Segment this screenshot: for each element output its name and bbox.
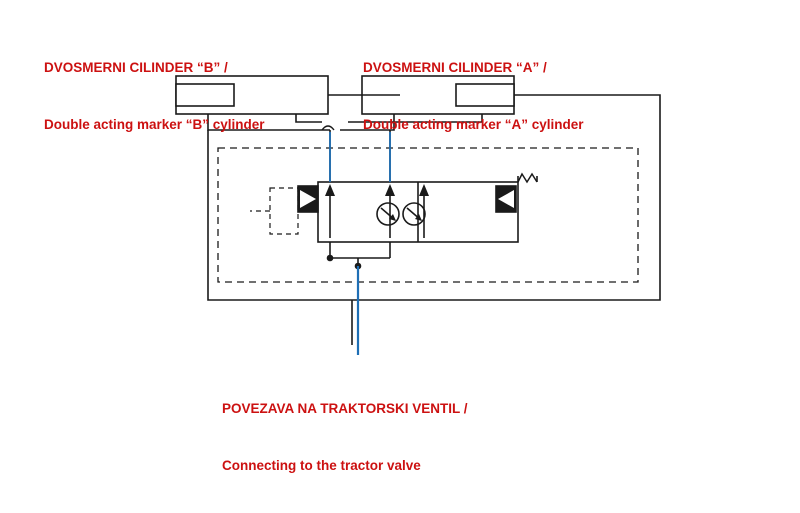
cylinder-b-label-line1: DVOSMERNI CILINDER “B” /	[44, 60, 228, 75]
valve-position-right	[377, 184, 429, 238]
left-actuator	[250, 186, 318, 234]
directional-valve-body	[318, 182, 518, 242]
tractor-valve-label-line2: Connecting to the tractor valve	[222, 458, 421, 473]
cylinder-b-label-line2: Double acting marker “B” cylinder	[44, 117, 265, 132]
cylinder-b-label	[44, 20, 265, 172]
tractor-valve-label-line1: POVEZAVA NA TRAKTORSKI VENTIL /	[222, 401, 468, 416]
right-actuator	[496, 174, 537, 212]
cylinder-a-label-line2: Double acting marker “A” cylinder	[363, 117, 584, 132]
valve-position-left	[325, 184, 395, 345]
cylinder-a-label	[363, 20, 584, 172]
tractor-valve-label	[222, 361, 468, 513]
cylinder-a-label-line1: DVOSMERNI CILINDER “A” /	[363, 60, 547, 75]
